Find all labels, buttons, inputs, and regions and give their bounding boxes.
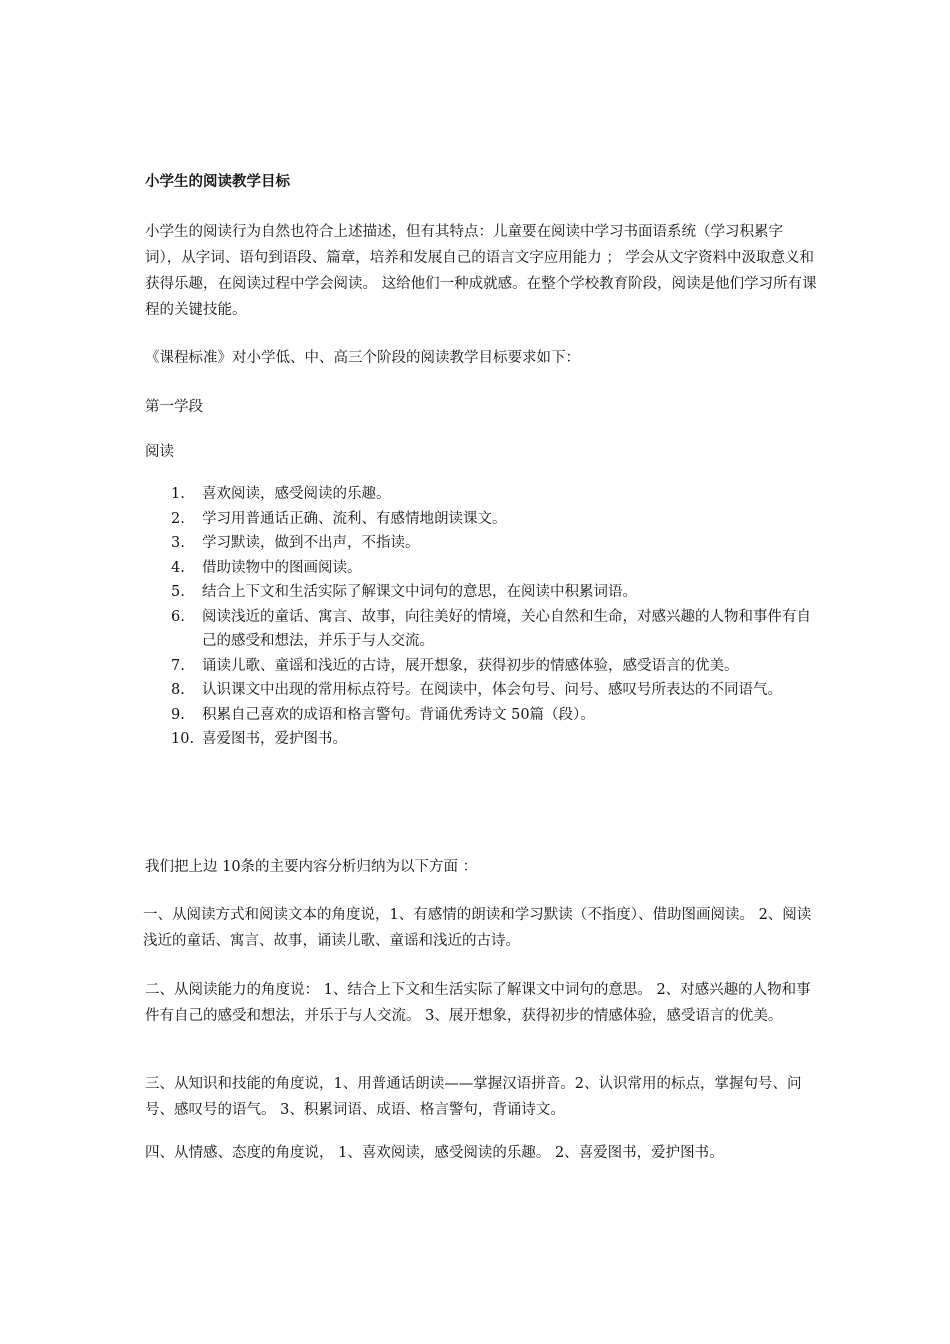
document-title: 小学生的阅读教学目标 [145, 174, 290, 190]
intro-paragraph: 小学生的阅读行为自然也符合上述描述，但有其特点：儿童要在阅读中学习书面语系统（学习积累字词），从字词、语句到语段、篇章，培养和发展自己的语言文字应用能力 ； 学会从文字资料中汲取意义和获得乐趣，在阅读过程中学会阅读。 这给他们一种成就感。在整个学校教育阶段，阅读是他们学习所有课程的关键技能。 [145, 224, 817, 318]
standard-paragraph: 《课程标准》对小学低、中、高三个阶段的阅读教学目标要求如下： [145, 350, 580, 366]
section-heading: 阅读 [145, 444, 174, 460]
list-item-number: 1. [171, 486, 185, 502]
summary-paragraph: 我们把上边 10条的主要内容分析归纳为以下方面 ： [145, 859, 478, 875]
list-item-text: 喜欢阅读，感受阅读的乐趣。 [202, 486, 391, 502]
aspect-paragraph-3: 三、从知识和技能的角度说，1、用普通话朗读——掌握汉语拼音。2、认识常用的标点，掌握句号、问号、感叹号的语气。 3、积累词语、成语、格言警句，背诵诗文。 [145, 1076, 802, 1118]
list-item-text: 诵读儿歌、童谣和浅近的古诗，展开想象，获得初步的情感体验，感受语言的优美。 [202, 657, 739, 674]
list-item [145, 727, 817, 752]
list-item [145, 678, 817, 703]
list-item [145, 531, 817, 556]
list-item-number: 8. [171, 682, 185, 698]
list-item-number: 5. [171, 584, 185, 600]
list-item-number: 7. [171, 657, 185, 674]
list-item [145, 482, 817, 507]
list-item [145, 580, 817, 605]
list-item-text: 学习用普通话正确、流利、有感情地朗读课文。 [202, 510, 507, 527]
aspect-paragraph-2: 二、从阅读能力的角度说： 1、结合上下文和生活实际了解课文中词句的意思。 2、对感兴趣的人物和事件有自己的感受和想法，并乐于与人交流。 3、展开想象，获得初步的情感体验，感受语言的优美。 [145, 982, 811, 1024]
list-item-number: 2. [171, 510, 185, 527]
list-item [145, 507, 817, 532]
list-item [145, 703, 817, 728]
list-item-text: 学习默读，做到不出声，不指读。 [202, 535, 420, 551]
list-item-text: 阅读浅近的童话、寓言、故事，向往美好的情境，关心自然和生命，对感兴趣的人物和事件有自己的感受和想法，并乐于与人交流。 [202, 608, 811, 649]
list-item [145, 605, 817, 654]
stage-heading: 第一学段 [145, 399, 203, 415]
list-item-number: 10. [171, 731, 195, 747]
list-item-number: 4. [171, 559, 185, 576]
list-item-text: 借助读物中的图画阅读。 [202, 559, 362, 576]
aspect-paragraph-4: 四、从情感、态度的角度说， 1、喜欢阅读，感受阅读的乐趣。 2、喜爱图书，爱护图书。 [145, 1145, 724, 1161]
list-item [145, 654, 817, 679]
list-item-text: 结合上下文和生活实际了解课文中词句的意思，在阅读中积累词语。 [202, 584, 637, 600]
list-item-text: 喜爱图书，爱护图书。 [202, 731, 347, 747]
aspect-paragraph-1: 一、从阅读方式和阅读文本的角度说，1、有感情的朗读和学习默读（不指度）、借助图画阅读。 2、阅读浅近的童话、寓言、故事，诵读儿歌、童谣和浅近的古诗。 [143, 907, 812, 949]
list-item-number: 6. [171, 608, 185, 625]
list-item-text: 积累自己喜欢的成语和格言警句。背诵优秀诗文 50篇（段）。 [202, 706, 595, 723]
list-item [145, 556, 817, 581]
reading-goals-list [145, 482, 817, 752]
list-item-number: 3. [171, 535, 185, 551]
list-item-number: 9. [171, 706, 185, 723]
list-item-text: 认识课文中出现的常用标点符号。在阅读中，体会句号、问号、感叹号所表达的不同语气。 [202, 682, 782, 698]
